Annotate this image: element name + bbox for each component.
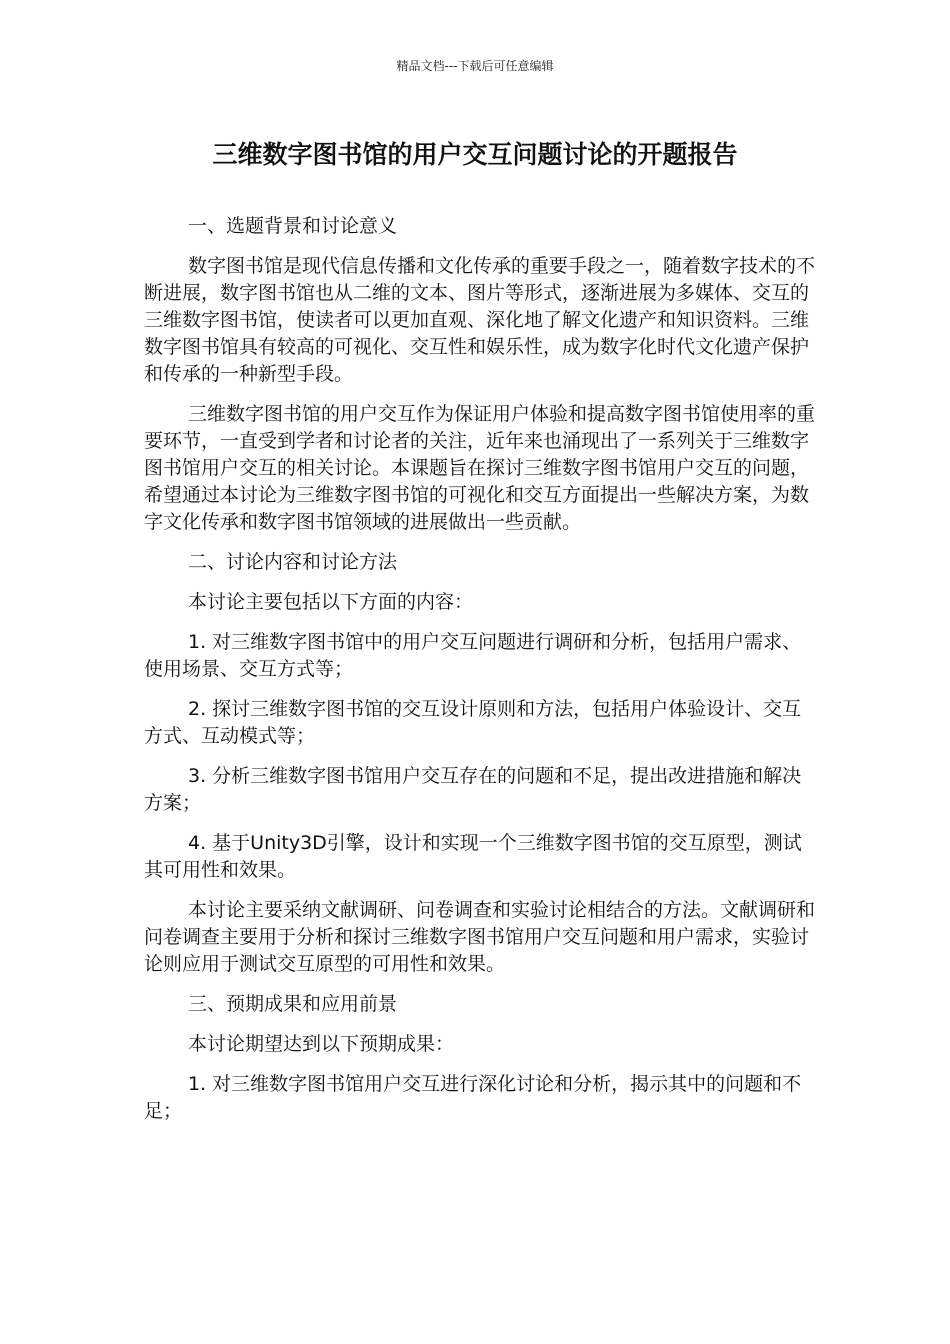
document-title: 三维数字图书馆的用户交互问题讨论的开题报告: [212, 140, 738, 169]
list-item: 3. 分析三维数字图书馆用户交互存在的问题和不足，提出改进措施和解决方案；: [144, 765, 802, 814]
list-item: 2. 探讨三维数字图书馆的交互设计原则和方法，包括用户体验设计、交互方式、互动模式等；: [144, 698, 802, 747]
body-paragraph: 数字图书馆是现代信息传播和文化传承的重要手段之一，随着数字技术的不断进展，数字图书馆也从二维的文本、图片等形式，逐渐进展为多媒体、交互的三维数字图书馆，使读者可以更加直观、深化地了解文化遗产和知识资料。三维数字图书馆具有较高的可视化、交互性和娱乐性，成为数字化时代文化遗产保护和传承的一种新型手段。: [144, 255, 816, 385]
body-paragraph: 三维数字图书馆的用户交互作为保证用户体验和提高数字图书馆使用率的重要环节，一直受到学者和讨论者的关注，近年来也涌现出了一系列关于三维数字图书馆用户交互的相关讨论。本课题旨在探讨三维数字图书馆用户交互的问题，希望通过本讨论为三维数字图书馆的可视化和交互方面提出一些解决方案，为数字文化传承和数字图书馆领域的进展做出一些贡献。: [144, 403, 816, 533]
list-item: 4. 基于Unity3D引擎，设计和实现一个三维数字图书馆的交互原型，测试其可用性和效果。: [144, 832, 802, 881]
section-heading-1: 一、选题背景和讨论意义: [188, 215, 398, 237]
body-paragraph: 本讨论主要包括以下方面的内容：: [188, 591, 474, 613]
list-item: 1. 对三维数字图书馆用户交互进行深化讨论和分析，揭示其中的问题和不足；: [144, 1073, 802, 1122]
body-paragraph: 本讨论期望达到以下预期成果：: [188, 1033, 455, 1055]
header-note: 精品文档---下载后可任意编辑: [396, 59, 554, 73]
section-heading-2: 二、讨论内容和讨论方法: [188, 551, 398, 573]
document-body: [144, 213, 816, 1138]
list-item: 1. 对三维数字图书馆中的用户交互问题进行调研和分析，包括用户需求、使用场景、交互方式等；: [144, 631, 802, 680]
section-heading-3: 三、预期成果和应用前景: [188, 993, 398, 1015]
body-paragraph: 本讨论主要采纳文献调研、问卷调查和实验讨论相结合的方法。文献调研和问卷调查主要用于分析和探讨三维数字图书馆用户交互问题和用户需求，实验讨论则应用于测试交互原型的可用性和效果。: [144, 899, 816, 975]
